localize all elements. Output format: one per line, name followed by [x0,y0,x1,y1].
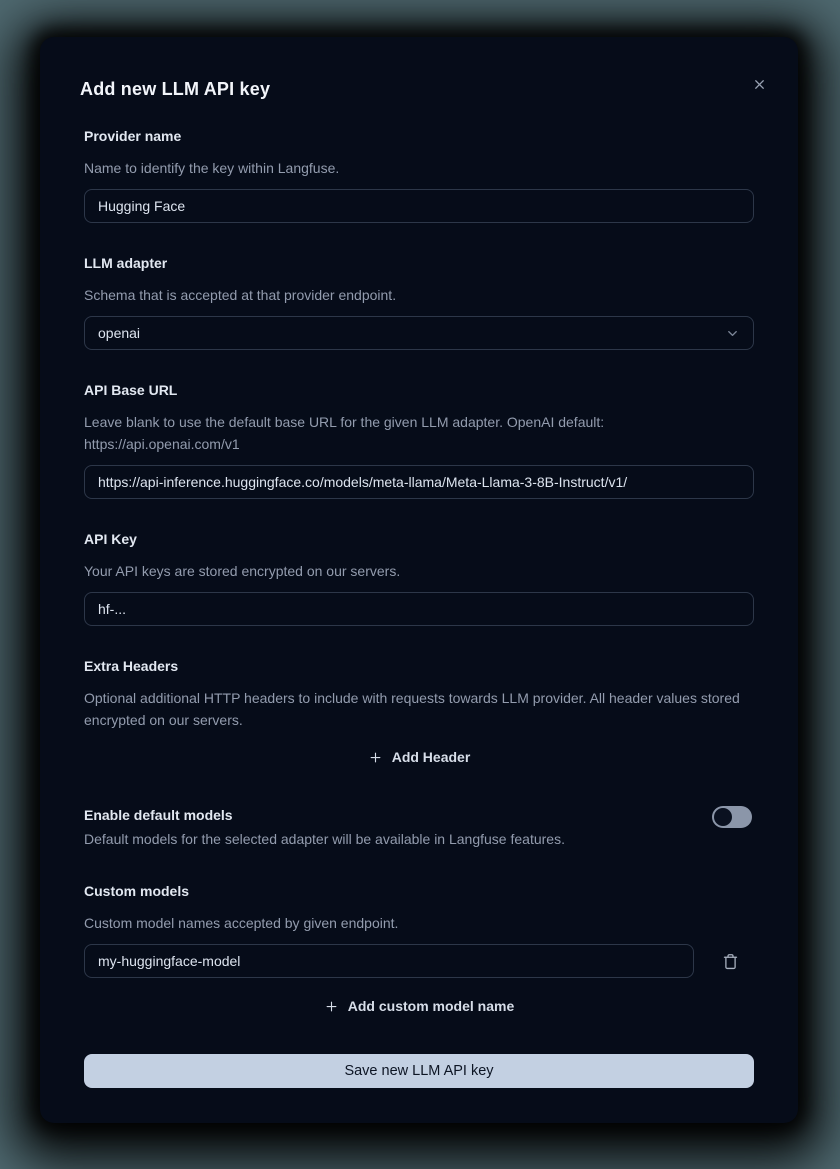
api-key-description: Your API keys are stored encrypted on our servers. [84,563,401,579]
api-key-input[interactable] [84,592,754,626]
trash-icon [722,953,739,970]
add-custom-model-button[interactable] [324,994,514,1018]
field-provider-name [84,126,754,223]
custom-model-input[interactable] [84,944,694,978]
delete-custom-model-button[interactable] [718,949,742,973]
plus-icon [368,750,383,765]
chevron-down-icon [725,326,740,341]
custom-models-description: Custom model names accepted by given endpoint. [84,915,399,931]
add-header-label: Add Header [391,749,471,765]
modal-title: Add new LLM API key [80,79,271,99]
add-custom-model-label: Add custom model name [347,998,515,1014]
provider-name-description: Name to identify the key within Langfuse. [84,160,340,176]
save-button[interactable]: Save new LLM API key [84,1054,754,1088]
enable-default-models-toggle[interactable] [712,806,752,828]
field-enable-default-models [84,805,754,850]
provider-name-label: Provider name [84,128,182,144]
llm-adapter-select[interactable] [84,316,754,350]
extra-headers-description: Optional additional HTTP headers to include with requests towards LLM provider. All header values stored encrypted on our servers. [84,690,740,728]
field-extra-headers [84,656,754,769]
llm-adapter-selected-value: openai [98,325,141,341]
add-llm-api-key-modal [40,37,798,1123]
add-header-button[interactable] [368,745,471,769]
provider-name-input[interactable] [84,189,754,223]
extra-headers-label: Extra Headers [84,658,179,674]
llm-adapter-description: Schema that is accepted at that provider endpoint. [84,287,397,303]
api-key-label: API Key [84,531,137,547]
enable-default-models-description: Default models for the selected adapter will be available in Langfuse features. [84,831,565,847]
field-api-base-url [84,380,754,499]
toggle-thumb [714,808,732,826]
field-llm-adapter [84,253,754,350]
field-custom-models [84,881,754,1018]
llm-adapter-label: LLM adapter [84,255,168,271]
close-icon [752,77,767,92]
custom-models-label: Custom models [84,883,190,899]
api-base-url-label: API Base URL [84,382,178,398]
enable-default-models-label: Enable default models [84,807,233,823]
api-base-url-input[interactable] [84,465,754,499]
plus-icon [324,999,339,1014]
custom-model-row [84,944,754,978]
close-button[interactable] [744,69,774,99]
api-base-url-description: Leave blank to use the default base URL for the given LLM adapter. OpenAI default: https://api.openai.com/v1 [84,414,605,452]
field-api-key [84,529,754,626]
